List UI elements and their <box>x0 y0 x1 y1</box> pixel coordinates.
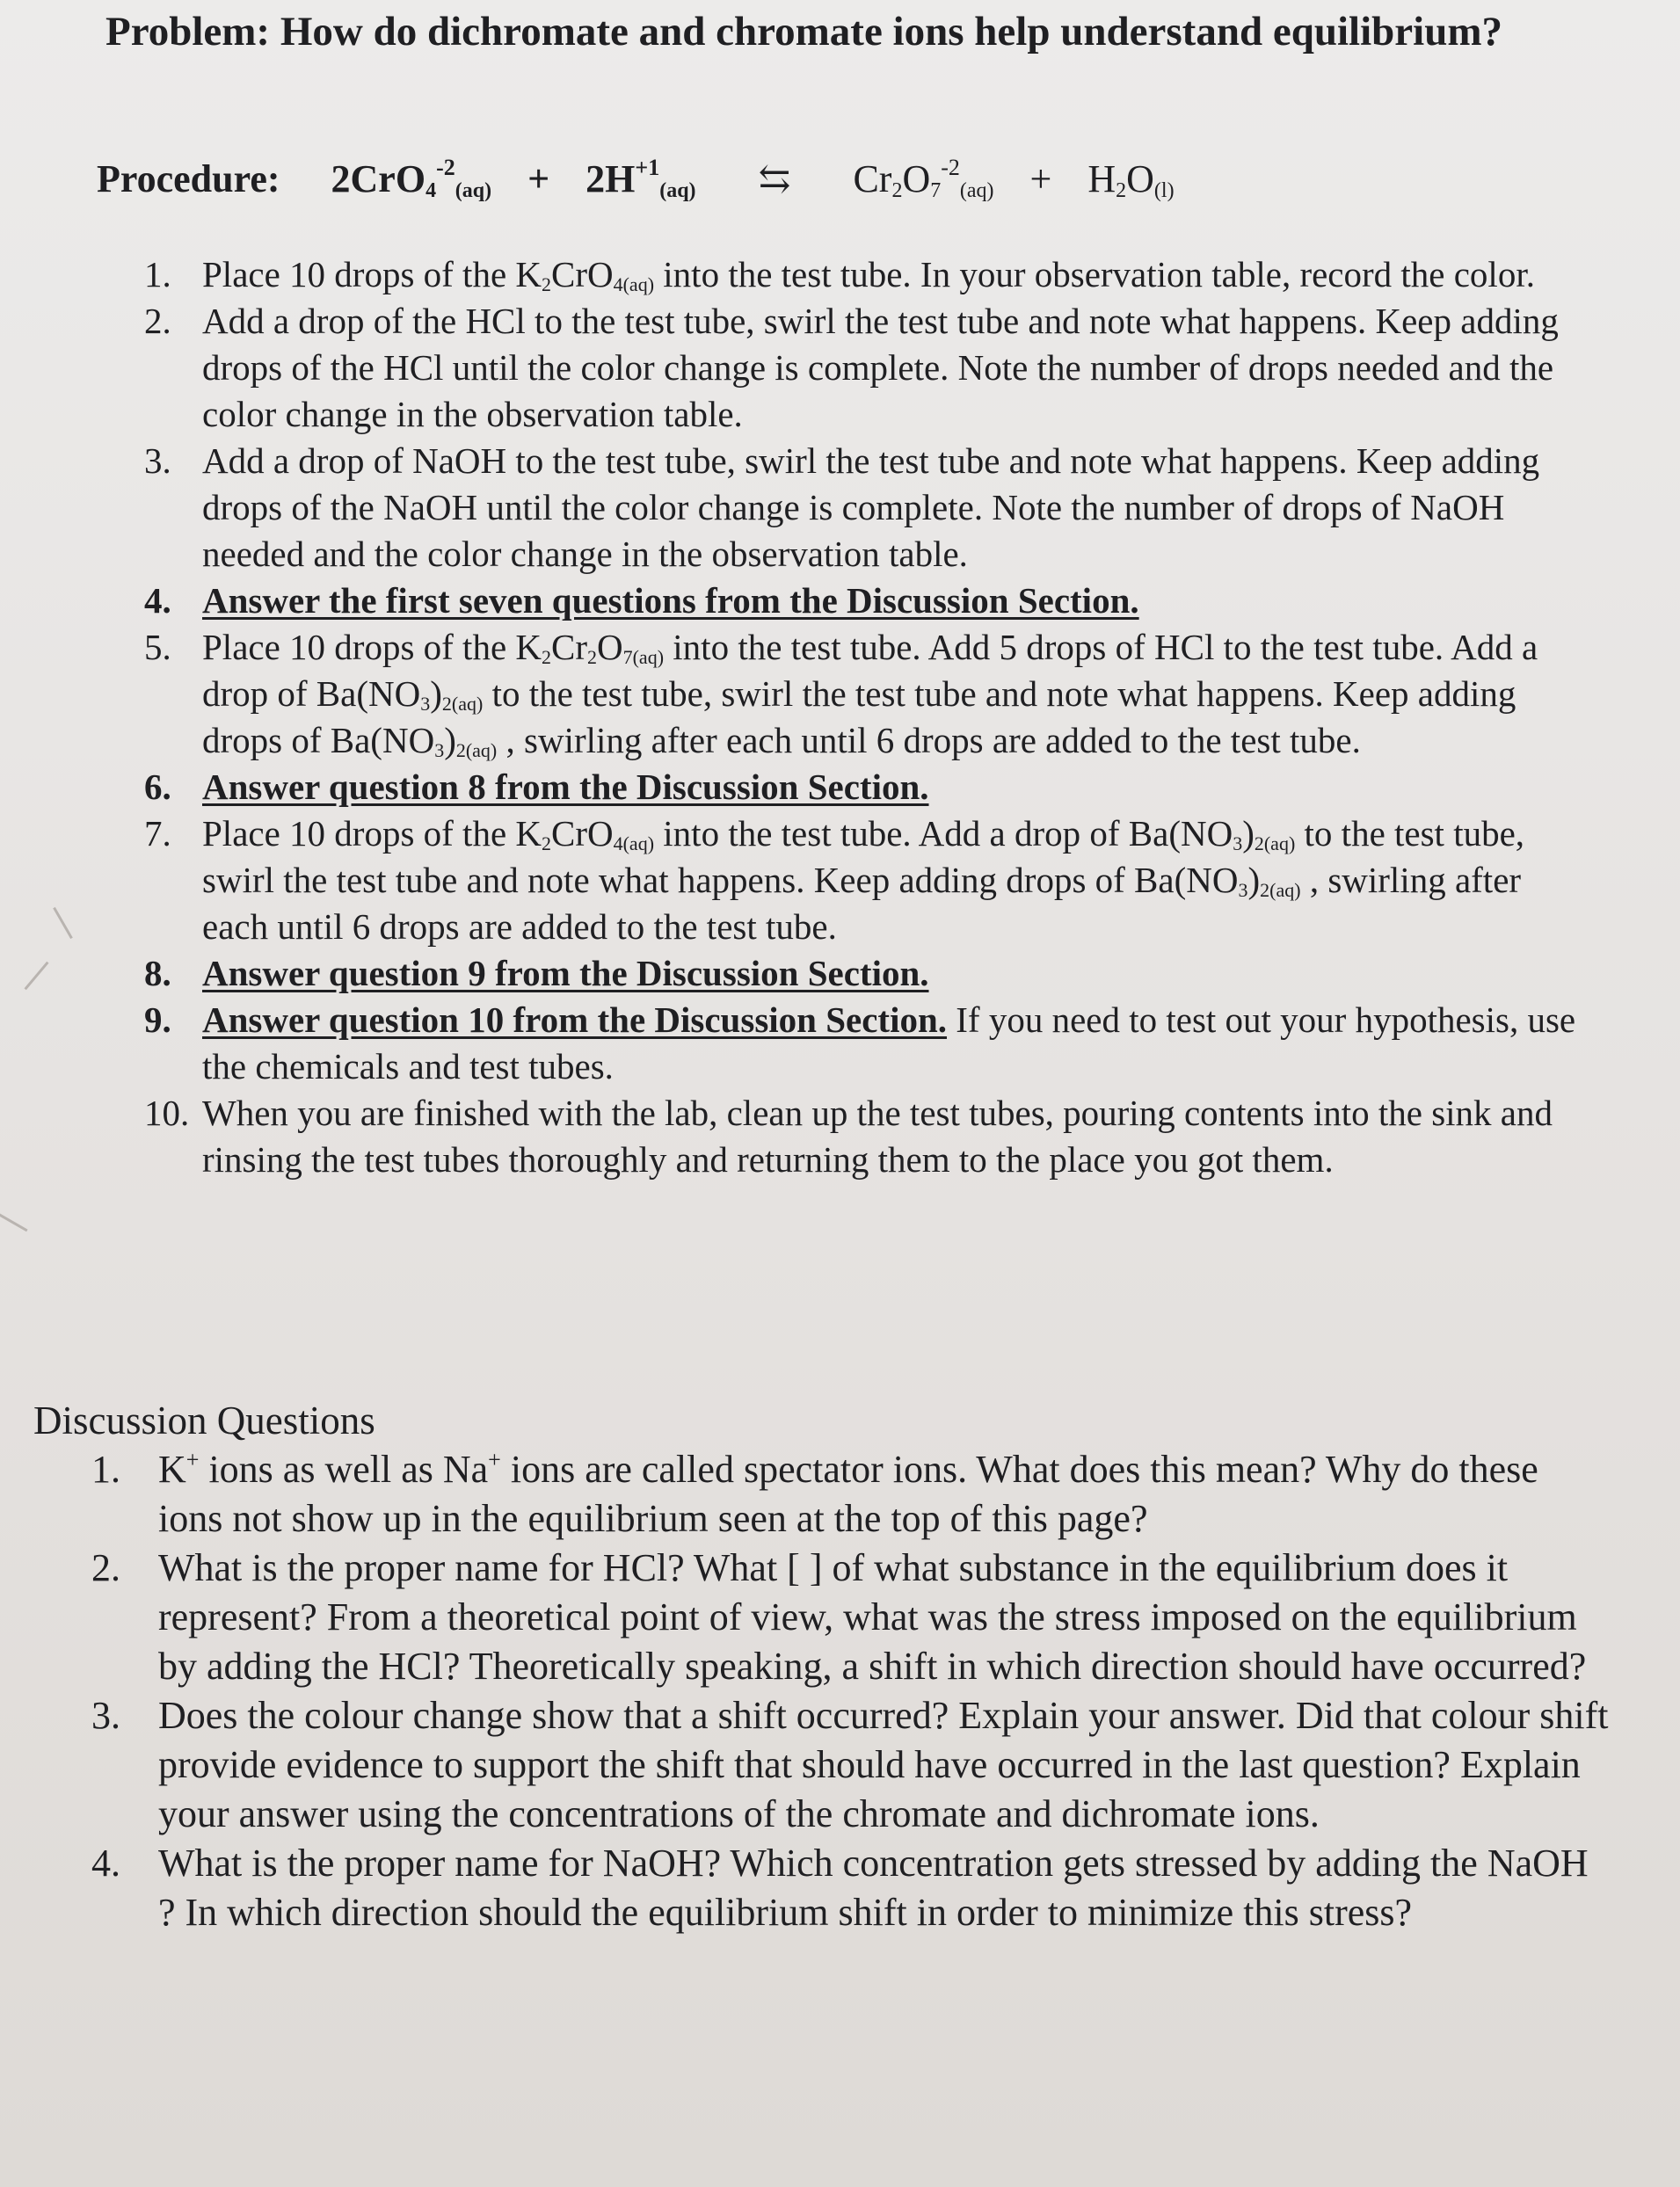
list-item <box>70 1691 1609 1839</box>
step-text: Place 10 drops of the K2CrO4(aq) into the test tube. Add a drop of Ba(NO3)2(aq) to the test tube, swirl the test tube and note what happens. Keep adding drops of Ba(NO3)2(aq) , swirling after each until 6 drops are added to the test tube. <box>202 813 1525 947</box>
list-item <box>132 251 1591 298</box>
list-item <box>132 298 1591 438</box>
water-formula: $H_2O_{(l)}$ <box>1087 157 1175 202</box>
step-number: 5. <box>144 627 171 667</box>
step-instruction-underlined: Answer question 9 from the Discussion Section. <box>202 953 929 993</box>
step-number: 9. <box>144 999 171 1040</box>
step-number: 8. <box>144 953 171 993</box>
list-item <box>132 810 1591 950</box>
chromate-formula: 2CrO$_4^{-2}_{(aq)}$ <box>331 155 492 202</box>
step-number: 6. <box>144 767 171 807</box>
discussion-questions <box>70 1445 1609 1937</box>
step-instruction-underlined: Answer question 10 from the Discussion Section. <box>202 999 948 1040</box>
step-text: Add a drop of NaOH to the test tube, swirl the test tube and note what happens. Keep adding drops of the NaOH until the color change is complete. Note the number of drops of NaOH needed and the color change in the observation table. <box>202 440 1540 574</box>
list-item <box>70 1445 1609 1544</box>
procedure-steps <box>132 251 1591 1183</box>
question-text: What is the proper name for HCl? What [ ] of what substance in the equilibrium does it represent? From a theoretical point of view, what was the stress imposed on the equilibrium by adding the HCl? Theoretically speaking, a shift in which direction should have occurred? <box>158 1546 1587 1688</box>
list-item <box>132 438 1591 578</box>
step-text: Add a drop of the HCl to the test tube, swirl the test tube and note what happens. Keep adding drops of the HCl until the color change is complete. Note the number of drops needed and the color change in the observation table. <box>202 301 1559 434</box>
plus-sign: + <box>1029 157 1052 200</box>
dichromate-formula: $Cr_2O_7^{-2}_{(aq)}$ <box>853 155 994 202</box>
list-item <box>132 578 1591 624</box>
problem-label: Problem: <box>105 9 271 54</box>
discussion-heading: Discussion Questions <box>33 1399 375 1442</box>
step-text: When you are finished with the lab, clean up the test tubes, pouring contents into the sink and rinsing the test tubes thoroughly and returning them to the place you got them. <box>202 1093 1553 1180</box>
list-item <box>70 1544 1609 1691</box>
question-number: 4. <box>91 1842 120 1885</box>
question-text: Does the colour change show that a shift occurred? Explain your answer. Did that colour shift provide evidence to support the shift that should have occurred in the last question? Explain your answer using the concentrations of the chromate and dichromate ions. <box>158 1694 1609 1835</box>
pencil-mark <box>24 962 48 991</box>
step-number: 10. <box>144 1093 190 1133</box>
list-item <box>132 997 1591 1090</box>
step-number: 3. <box>144 440 171 481</box>
list-item <box>132 1090 1591 1183</box>
step-instruction-underlined: Answer the first seven questions from the Discussion Section. <box>202 580 1139 621</box>
question-text: What is the proper name for NaOH? Which concentration gets stressed by adding the NaOH ? In which direction should the equilibrium shift in order to minimize this stress? <box>158 1842 1589 1934</box>
equilibrium-arrow-icon: ⇆ <box>758 157 791 200</box>
problem-heading <box>105 2 1600 62</box>
question-text: K+ ions as well as Na+ ions are called spectator ions. What does this mean? Why do these ions not show up in the equilibrium seen at the top of this page? <box>158 1447 1538 1540</box>
procedure-equation <box>97 156 1175 201</box>
question-number: 1. <box>91 1448 120 1491</box>
step-text: Place 10 drops of the K2Cr2O7(aq) into the test tube. Add 5 drops of HCl to the test tube. Add a drop of Ba(NO3)2(aq) to the test tube, swirl the test tube and note what happens. Keep adding drops of Ba(NO3)2(aq) , swirling after each until 6 drops are added to the test tube. <box>202 627 1538 761</box>
question-number: 2. <box>91 1546 120 1589</box>
step-text: Place 10 drops of the K2CrO4(aq) into the test tube. In your observation table, record the color. <box>202 254 1535 295</box>
list-item <box>132 624 1591 764</box>
step-number: 2. <box>144 301 171 341</box>
hydrogen-ion-formula: $2H^{+1}_{(aq)}$ <box>585 155 696 202</box>
problem-text: How do dichromate and chromate ions help understand equilibrium? <box>280 9 1503 54</box>
step-number: 4. <box>144 580 171 621</box>
list-item <box>132 764 1591 810</box>
pencil-mark <box>0 1212 28 1232</box>
list-item <box>70 1839 1609 1937</box>
step-number: 7. <box>144 813 171 854</box>
step-instruction-underlined: Answer question 8 from the Discussion Section. <box>202 767 929 807</box>
plus-sign: + <box>527 157 550 200</box>
list-item <box>132 950 1591 997</box>
step-number: 1. <box>144 254 171 294</box>
question-number: 3. <box>91 1694 120 1737</box>
pencil-mark <box>53 907 73 939</box>
procedure-label: Procedure: <box>97 157 280 200</box>
step-text: If you need to test out your hypothesis, use the chemicals and test tubes. <box>202 999 1576 1086</box>
